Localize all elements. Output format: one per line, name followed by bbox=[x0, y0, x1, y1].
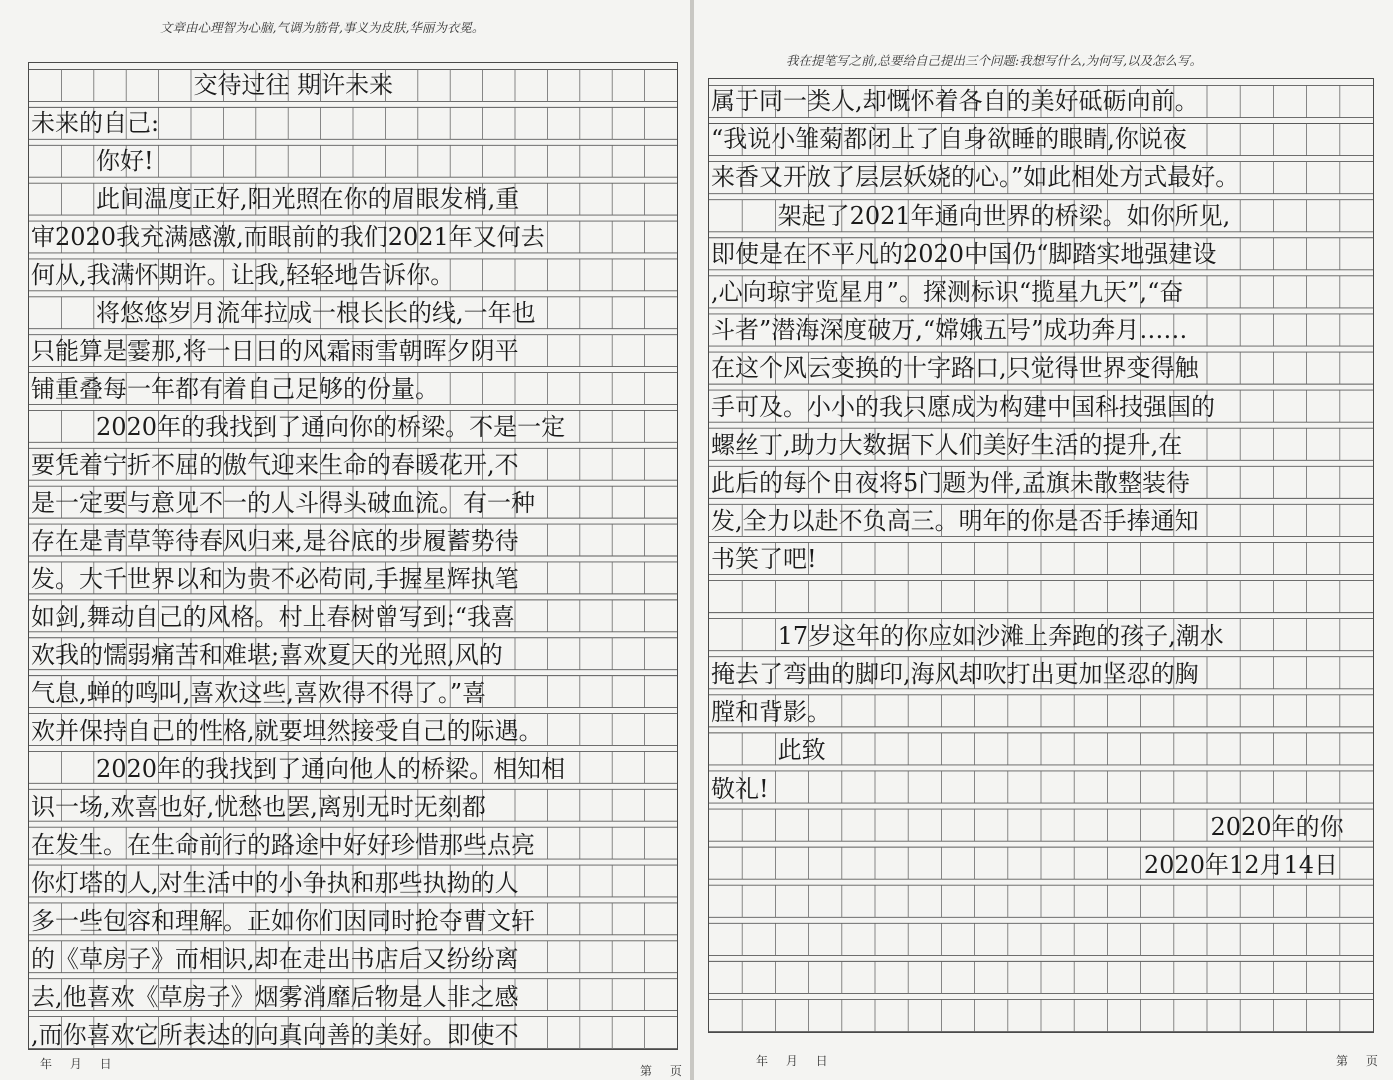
essay-line: 气息,蝉的鸣叫,喜欢这些,喜欢得不得了。”喜 bbox=[31, 679, 487, 707]
essay-line: ,而你喜欢它所表达的向真向善的美好。即使不 bbox=[31, 1021, 519, 1049]
header-motto: 我在提笔写之前,总要给自己提出三个问题:我想写什么,为何写,以及怎么写。 bbox=[786, 53, 1203, 68]
writing-grid bbox=[708, 78, 1374, 1033]
essay-line: 此间温度正好,阳光照在你的眉眼发梢,重 bbox=[96, 185, 520, 213]
writing-grid bbox=[28, 62, 678, 1050]
essay-line: 要凭着宁折不屈的傲气迎来生命的春暖花开,不 bbox=[31, 451, 519, 479]
essay-line: ,心向琼宇览星月”。探测标识“揽星九天”,“奋 bbox=[711, 278, 1184, 306]
essay-line: 去,他喜欢《草房子》烟雾消靡后物是人非之感 bbox=[31, 983, 519, 1011]
footer-date: 年 月 日 bbox=[40, 1057, 112, 1071]
essay-line: 审2020我充满感激,而眼前的我们2021年又何去 bbox=[31, 223, 545, 251]
essay-line: 未来的自己: bbox=[31, 109, 160, 137]
footer-date: 年 月 日 bbox=[756, 1054, 828, 1068]
left-page bbox=[0, 0, 690, 1080]
essay-line: 手可及。小小的我只愿成为构建中国科技强国的 bbox=[711, 392, 1215, 421]
essay-line: 螺丝丁,助力大数据下人们美好生活的提升,在 bbox=[711, 430, 1183, 459]
essay-line: “我说小雏菊都闭上了自身欲睡的眼睛,你说夜 bbox=[711, 125, 1187, 154]
footer-page-number: 第 页 bbox=[640, 1064, 682, 1078]
essay-line: 即使是在不平凡的2020中国仍“脚踏实地强建设 bbox=[711, 239, 1217, 268]
essay-title: 交待过往 期许未来 bbox=[193, 71, 394, 99]
essay-line: 识一场,欢喜也好,忧愁也罢,离别无时无刻都 bbox=[31, 793, 486, 821]
essay-line: 膛和背影。 bbox=[711, 698, 831, 727]
essay-line: 只能算是霎那,将一日日的风霜雨雪朝晖夕阴平 bbox=[31, 337, 519, 365]
essay-line: 如剑,舞动自己的风格。村上春树曾写到:“我喜 bbox=[31, 603, 515, 631]
essay-line: 敬礼! bbox=[711, 774, 769, 803]
essay-line: 欢我的懦弱痛苦和难堪;喜欢夏天的光照,风的 bbox=[31, 641, 503, 669]
essay-line: 2020年的你 bbox=[1210, 812, 1344, 841]
essay-line: 在这个风云变换的十字路口,只觉得世界变得触 bbox=[711, 354, 1199, 383]
essay-line: 此致 bbox=[777, 736, 826, 765]
essay-line: 你好! bbox=[96, 147, 154, 175]
essay-line: 何从,我满怀期许。让我,轻轻地告诉你。 bbox=[31, 261, 455, 289]
essay-line: 欢并保持自己的性格,就要坦然接受自己的际遇。 bbox=[31, 717, 543, 745]
header-motto: 文章由心理智为心脑,气调为筋骨,事义为皮肤,华丽为衣冕。 bbox=[160, 20, 485, 35]
essay-line: 多一些包容和理解。正如你们因同时抢夺曹文轩 bbox=[31, 907, 535, 935]
essay-line: 来香又开放了层层妖娆的心。”如此相处方式最好。 bbox=[711, 163, 1240, 192]
essay-line: 2020年的我找到了通向你的桥梁。不是一定 bbox=[96, 413, 566, 441]
essay-line: 属于同一类人,却慨怀着各自的美好砥砺向前。 bbox=[711, 87, 1199, 115]
essay-line: 架起了2021年通向世界的桥梁。如你所见, bbox=[777, 201, 1231, 230]
essay-line: 书笑了吧! bbox=[711, 545, 817, 574]
essay-line: 是一定要与意见不一的人斗得头破血流。有一种 bbox=[31, 489, 535, 517]
essay-line: 2020年的我找到了通向他人的桥梁。相知相 bbox=[96, 755, 566, 783]
essay-line: 的《草房子》而相识,却在走出书店后又纷纷离 bbox=[31, 945, 519, 973]
essay-line: 存在是青草等待春风归来,是谷底的步履蓄势待 bbox=[31, 527, 519, 555]
essay-line: 在发生。在生命前行的路途中好好珍惜那些点亮 bbox=[31, 831, 535, 859]
essay-line: 铺重叠每一年都有着自己足够的份量。 bbox=[31, 375, 439, 403]
right-page bbox=[694, 0, 1393, 1080]
footer-page-number: 第 页 bbox=[1336, 1054, 1378, 1068]
essay-line: 2020年12月14日 bbox=[1143, 851, 1339, 879]
essay-line: 斗者”潜海深度破万,“嫦娥五号”成功奔月…… bbox=[711, 316, 1188, 345]
essay-line: 掩去了弯曲的脚印,海风却吹打出更加坚忍的胸 bbox=[711, 660, 1199, 688]
essay-line: 17岁这年的你应如沙滩上奔跑的孩子,潮水 bbox=[777, 621, 1224, 650]
essay-line: 你灯塔的人,对生活中的小争执和那些执拗的人 bbox=[31, 869, 519, 897]
essay-line: 发。大千世界以和为贵不必苟同,手握星辉执笔 bbox=[31, 565, 519, 593]
essay-line: 此后的每个日夜将5门题为伴,孟旗未散整装待 bbox=[711, 469, 1190, 497]
essay-line: 将悠悠岁月流年拉成一根长长的线,一年也 bbox=[96, 299, 536, 327]
essay-line: 发,全力以赴不负高三。明年的你是否手捧通知 bbox=[711, 507, 1199, 536]
